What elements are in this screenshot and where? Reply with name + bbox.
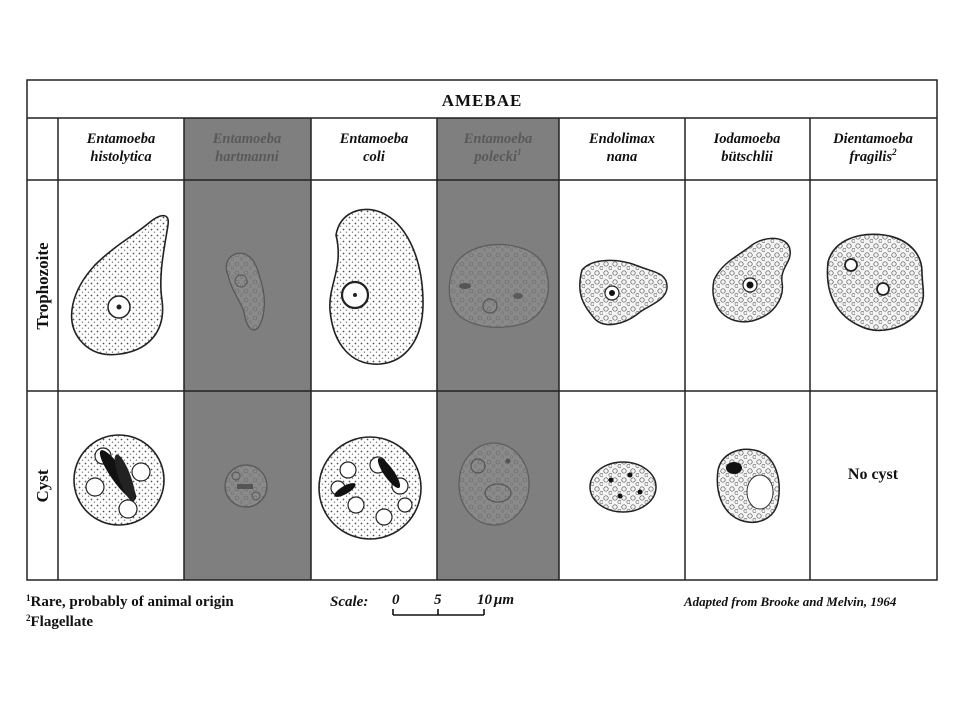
footnote-mark: 2 <box>892 147 897 157</box>
column-header-genus: Endolimax <box>588 131 656 147</box>
cyst-butschlii-illustration <box>717 449 779 522</box>
column-header-species: histolytica <box>90 149 152 165</box>
scale-tick-0: 0 <box>392 592 400 608</box>
footnote-1-mark: 1 <box>26 593 31 603</box>
column-header-species: nana <box>606 149 638 165</box>
scale-tick-10-value: 10 <box>477 592 492 608</box>
column-header-species-with-footnote <box>849 147 897 165</box>
footnote-1 <box>26 593 234 610</box>
no-cyst-label: No cyst <box>847 466 899 483</box>
trophozoite-butschlii-illustration <box>713 238 790 321</box>
row-label-trophozoite: Trophozoite <box>33 242 52 330</box>
scale-unit: μm <box>494 592 515 608</box>
column-header-genus: Dientamoeba <box>833 131 913 147</box>
trophozoite-polecki-illustration <box>449 244 548 327</box>
trophozoite-coli-illustration <box>330 209 423 364</box>
scale-bar <box>393 609 484 615</box>
trophozoite-fragilis-illustration <box>827 234 923 330</box>
column-header-species: bütschlii <box>721 149 773 165</box>
column-header-species: polecki <box>474 149 518 165</box>
scale-label: Scale: <box>330 594 369 610</box>
row-label-cyst: Cyst <box>33 469 52 503</box>
cyst-coli-illustration <box>319 437 421 539</box>
footnote-2 <box>26 613 93 630</box>
column-header-genus: Entamoeba <box>212 131 282 147</box>
footnote-1-text: Rare, probably of animal origin <box>30 594 234 610</box>
column-header-species-with-footnote <box>472 147 521 165</box>
trophozoite-histolytica-illustration <box>72 216 169 355</box>
cyst-nana-illustration <box>590 462 656 512</box>
column-header-species: coli <box>363 149 385 165</box>
source-credit: Adapted from Brooke and Melvin, 1964 <box>684 594 897 609</box>
scale-tick-10 <box>477 592 514 608</box>
cyst-histolytica-illustration <box>74 435 164 525</box>
column-header-genus: Iodamoeba <box>713 131 781 147</box>
column-header-genus: Entamoeba <box>339 131 409 147</box>
trophozoite-nana-illustration <box>580 260 667 324</box>
footnote-2-mark: 2 <box>26 613 31 623</box>
footnote-2-text: Flagellate <box>30 614 93 630</box>
cyst-hartmanni-illustration <box>225 465 267 507</box>
shaded-column-hartmanni <box>184 118 311 580</box>
scale-tick-5: 5 <box>434 592 442 608</box>
column-header-species: hartmanni <box>215 149 279 165</box>
column-dividers <box>58 118 810 580</box>
cyst-polecki-illustration <box>459 443 529 525</box>
column-header-species: fragilis <box>849 149 893 165</box>
footnote-mark: 1 <box>517 147 522 157</box>
column-header-genus: Entamoeba <box>463 131 533 147</box>
diagram-title: AMEBAE <box>441 91 523 110</box>
column-header-genus: Entamoeba <box>86 131 156 147</box>
